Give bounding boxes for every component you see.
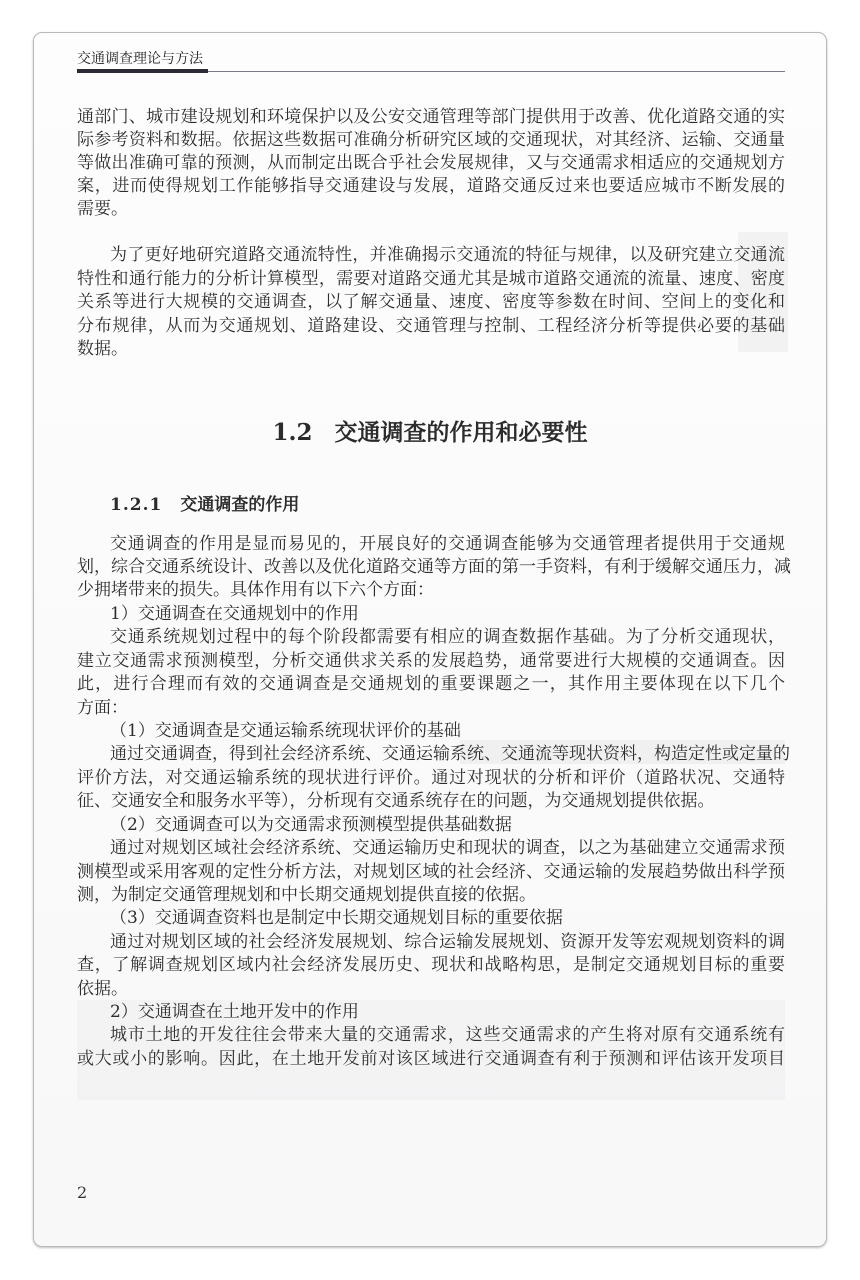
section-number: 1.2 xyxy=(272,419,313,446)
sub-item-heading: （1）交通调查是交通运输系统现状评价的基础 xyxy=(110,721,461,741)
text-line: 为了更好地研究道路交通流特性，并准确揭示交通流的特征与规律，以及研究建立交通流 xyxy=(110,245,785,265)
text-line: 依据。 xyxy=(77,979,128,999)
text-line: 通过交通调查，得到社会经济系统、交通运输系统、交通流等现状资料，构造定性或定量的 xyxy=(110,744,790,764)
text-line: 评价方法，对交通运输系统的现状进行评价。通过对现状的分析和评价（道路状况、交通特 xyxy=(77,768,785,788)
text-line: 或大或小的影响。因此，在土地开发前对该区域进行交通调查有利于预测和评估该开发项目 xyxy=(77,1049,785,1069)
text-line: 交通系统规划过程中的每个阶段都需要有相应的调查数据作基础。为了分析交通现状， xyxy=(110,627,785,647)
section-heading xyxy=(0,418,860,448)
text-line: 少拥堵带来的损失。具体作用有以下六个方面： xyxy=(77,580,434,600)
page-number: 2 xyxy=(77,1183,88,1202)
text-line: 通部门、城市建设规划和环境保护以及公安交通管理等部门提供用于改善、优化道路交通的实 xyxy=(77,107,785,127)
text-line: 查，了解调查规划区域内社会经济发展历史、现状和战略构思，是制定交通规划目标的重要 xyxy=(77,955,785,975)
sub-item-heading: （2）交通调查可以为交通需求预测模型提供基础数据 xyxy=(110,815,512,835)
header-rule-accent xyxy=(77,69,208,73)
text-line: 案，进而使得规划工作能够指导交通建设与发展，道路交通反过来也要适应城市不断发展的 xyxy=(77,176,785,196)
text-line: 测模型或采用客观的定性分析方法，对规划区域的社会经济、交通运输的发展趋势做出科学预 xyxy=(77,862,785,882)
text-line: 城市土地的开发往往会带来大量的交通需求，这些交通需求的产生将对原有交通系统有 xyxy=(110,1025,785,1045)
list-item-heading: 1）交通调查在交通规划中的作用 xyxy=(110,604,359,624)
text-line: 分布规律，从而为交通规划、道路建设、交通管理与控制、工程经济分析等提供必要的基础 xyxy=(77,316,785,336)
subsection-number: 1.2.1 xyxy=(110,495,163,515)
text-line: 征、交通安全和服务水平等），分析现有交通系统存在的问题，为交通规划提供依据。 xyxy=(77,791,715,811)
subsection-heading xyxy=(110,493,299,517)
section-title-text: 交通调查的作用和必要性 xyxy=(334,420,588,446)
text-line: 等做出准确可靠的预测，从而制定出既合乎社会发展规律，又与交通需求相适应的交通规划方 xyxy=(77,153,785,173)
text-line: 际参考资料和数据。依据这些数据可准确分析研究区域的交通现状，对其经济、运输、交通量 xyxy=(77,130,785,150)
text-line: 通过对规划区域的社会经济发展规划、综合运输发展规划、资源开发等宏观规划资料的调 xyxy=(110,932,785,952)
text-line: 建立交通需求预测模型，分析交通供求关系的发展趋势，通常要进行大规模的交通调查。因 xyxy=(77,651,785,671)
text-line: 此，进行合理而有效的交通调查是交通规划的重要课题之一，其作用主要体现在以下几个 xyxy=(77,674,785,694)
text-line: 方面： xyxy=(77,698,128,718)
text-line: 关系等进行大规模的交通调查，以了解交通量、速度、密度等参数在时间、空间上的变化和 xyxy=(77,292,785,312)
list-item-heading: 2）交通调查在土地开发中的作用 xyxy=(110,1002,359,1022)
text-line: 划，综合交通系统设计、改善以及优化道路交通等方面的第一手资料，有利于缓解交通压力，减 xyxy=(77,557,791,577)
running-head: 交通调查理论与方法 xyxy=(77,51,203,67)
text-line: 特性和通行能力的分析计算模型，需要对道路交通尤其是城市道路交通流的流量、速度、密度 xyxy=(77,269,785,289)
sub-item-heading: （3）交通调查资料也是制定中长期交通规划目标的重要依据 xyxy=(110,908,563,928)
text-line: 测，为制定交通管理规划和中长期交通规划提供直接的依据。 xyxy=(77,885,536,905)
text-line: 需要。 xyxy=(77,199,128,219)
text-line: 交通调查的作用是显而易见的，开展良好的交通调查能够为交通管理者提供用于交通规 xyxy=(110,534,785,554)
text-line: 通过对规划区域社会经济系统、交通运输历史和现状的调查，以之为基础建立交通需求预 xyxy=(110,838,785,858)
subsection-title-text: 交通调查的作用 xyxy=(180,495,300,515)
text-line: 数据。 xyxy=(77,339,128,359)
